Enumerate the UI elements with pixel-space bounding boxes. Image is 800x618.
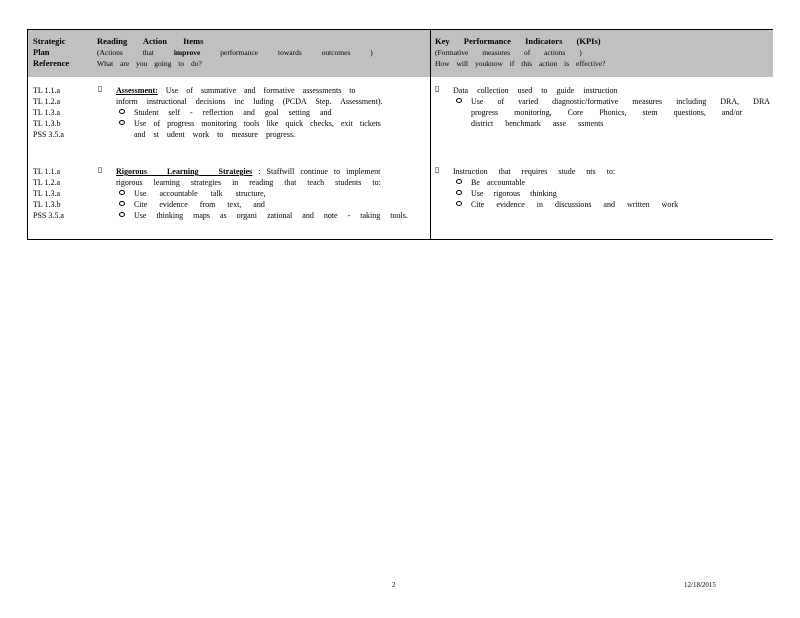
row1-kpi-sub-text: Use of varied diagnostic/formative measures including DRA, DRA bbox=[471, 97, 771, 106]
circle-bullet-icon bbox=[456, 201, 462, 206]
header-col1-line2: Plan bbox=[33, 47, 50, 57]
row2-kpi-sub-text: Cite evidence in discussions and written work bbox=[471, 200, 679, 209]
square-bullet-icon: ▯ bbox=[435, 165, 440, 174]
footer-date: 12/18/2015 bbox=[684, 581, 716, 589]
header-col3-line3: How will youknow if this action is effective? bbox=[435, 59, 606, 68]
header-col2-line2-bold: improve bbox=[173, 48, 201, 57]
ref-item: TL 1.1.a bbox=[33, 86, 61, 95]
row2-action-title: Rigorous Learning Strategies bbox=[116, 167, 253, 176]
row1-action-sub-cont bbox=[116, 129, 426, 140]
ref-item: PSS 3.5.a bbox=[33, 211, 64, 220]
row2-references bbox=[33, 166, 93, 221]
row1-action-sub-text: Student self - reflection and goal setting and bbox=[134, 108, 332, 117]
row2-action-sub-text: Use thinking maps as organi zational and note - taking tools. bbox=[134, 211, 408, 220]
circle-bullet-icon bbox=[456, 190, 462, 195]
action-plan-table bbox=[27, 29, 773, 240]
row1-kpi-line1: Data collection used to guide instruction bbox=[453, 86, 618, 95]
page-number: 2 bbox=[392, 581, 396, 589]
row1-kpi-sub-text: progress monitoring, Core Phonics, stem questions, and/or bbox=[471, 108, 743, 117]
ref-item: TL 1.1.a bbox=[33, 167, 61, 176]
row2-action-line2: rigorous learning strategies in reading that teach students to: bbox=[116, 178, 381, 187]
row1-action-sub bbox=[116, 107, 426, 118]
ref-item: TL 1.2.a bbox=[33, 178, 61, 187]
ref-item: TL 1.3.b bbox=[33, 200, 61, 209]
row2-kpi-sub-text: Use rigorous thinking bbox=[471, 189, 557, 198]
row2-kpi-sub bbox=[453, 199, 771, 210]
row1-kpi-sub-cont bbox=[453, 107, 771, 118]
row2-action-sub bbox=[116, 188, 426, 199]
row2-action-line1 bbox=[116, 166, 426, 177]
ref-item: TL 1.3.b bbox=[33, 119, 61, 128]
row1-action bbox=[116, 85, 426, 140]
row1-action-sub-text: and st udent work to measure progress. bbox=[134, 130, 296, 139]
row2-kpi bbox=[453, 166, 771, 210]
header-strategic-plan-reference bbox=[33, 36, 69, 69]
column-divider bbox=[430, 30, 431, 239]
row2-action-sub bbox=[116, 199, 426, 210]
header-col2-line3: What are you going to do? bbox=[97, 59, 202, 68]
row1-kpi-sub bbox=[453, 96, 771, 107]
circle-bullet-icon bbox=[119, 120, 125, 125]
row2-action-text1: : Staffwill continue to implement bbox=[252, 167, 381, 176]
header-col3-line2: (Formative measures of actions ) bbox=[435, 48, 582, 57]
row1-kpi bbox=[453, 85, 771, 129]
row2-action-sub bbox=[116, 210, 426, 221]
square-bullet-icon: ▯ bbox=[98, 165, 103, 174]
circle-bullet-icon bbox=[119, 212, 125, 217]
ref-item: TL 1.2.a bbox=[33, 97, 61, 106]
circle-bullet-icon bbox=[456, 98, 462, 103]
row1-action-text1: Use of summative and formative assessments to bbox=[157, 86, 356, 95]
header-col2-line2-c: performance towards outcomes ) bbox=[220, 48, 373, 57]
row1-action-title: Assessment: bbox=[116, 86, 158, 95]
row1-action-line1 bbox=[116, 85, 426, 96]
ref-item: TL 1.3.a bbox=[33, 108, 61, 117]
row2-action-sub-text: Use accountable talk structure, bbox=[134, 189, 266, 198]
row1-kpi-sub-cont bbox=[453, 118, 771, 129]
row2-kpi-sub-text: Be accountable bbox=[471, 178, 526, 187]
header-col2-line2 bbox=[97, 47, 427, 58]
row1-kpi-sub-text: district benchmark asse ssments bbox=[471, 119, 604, 128]
row1-action-sub bbox=[116, 118, 426, 129]
circle-bullet-icon bbox=[119, 109, 125, 114]
square-bullet-icon: ▯ bbox=[98, 84, 103, 93]
ref-item: TL 1.3.a bbox=[33, 189, 61, 198]
header-col2-title: Reading Action Items bbox=[97, 36, 204, 46]
row1-action-sub-text: Use of progress monitoring tools like quick checks, exit tickets bbox=[134, 119, 381, 128]
circle-bullet-icon bbox=[456, 179, 462, 184]
circle-bullet-icon bbox=[119, 190, 125, 195]
row2-action bbox=[116, 166, 426, 221]
header-reading-action-items bbox=[97, 36, 427, 69]
ref-item: PSS 3.5.a bbox=[33, 130, 64, 139]
header-col2-line2-a: (Actions that bbox=[97, 48, 154, 57]
row1-references bbox=[33, 85, 93, 140]
circle-bullet-icon bbox=[119, 201, 125, 206]
row2-kpi-sub bbox=[453, 177, 771, 188]
row1-action-line2: inform instructional decisions inc luding (PCDA Step. Assessment). bbox=[116, 97, 383, 106]
row2-kpi-sub bbox=[453, 188, 771, 199]
header-col1-line1: Strategic bbox=[33, 36, 66, 46]
header-col1-line3: Reference bbox=[33, 58, 70, 68]
row2-action-sub-text: Cite evidence from text, and bbox=[134, 200, 265, 209]
header-kpis bbox=[435, 36, 765, 69]
row2-kpi-line1: Instruction that requires stude nts to: bbox=[453, 167, 616, 176]
square-bullet-icon: ▯ bbox=[435, 84, 440, 93]
header-col3-title: Key Performance Indicators (KPIs) bbox=[435, 36, 601, 46]
